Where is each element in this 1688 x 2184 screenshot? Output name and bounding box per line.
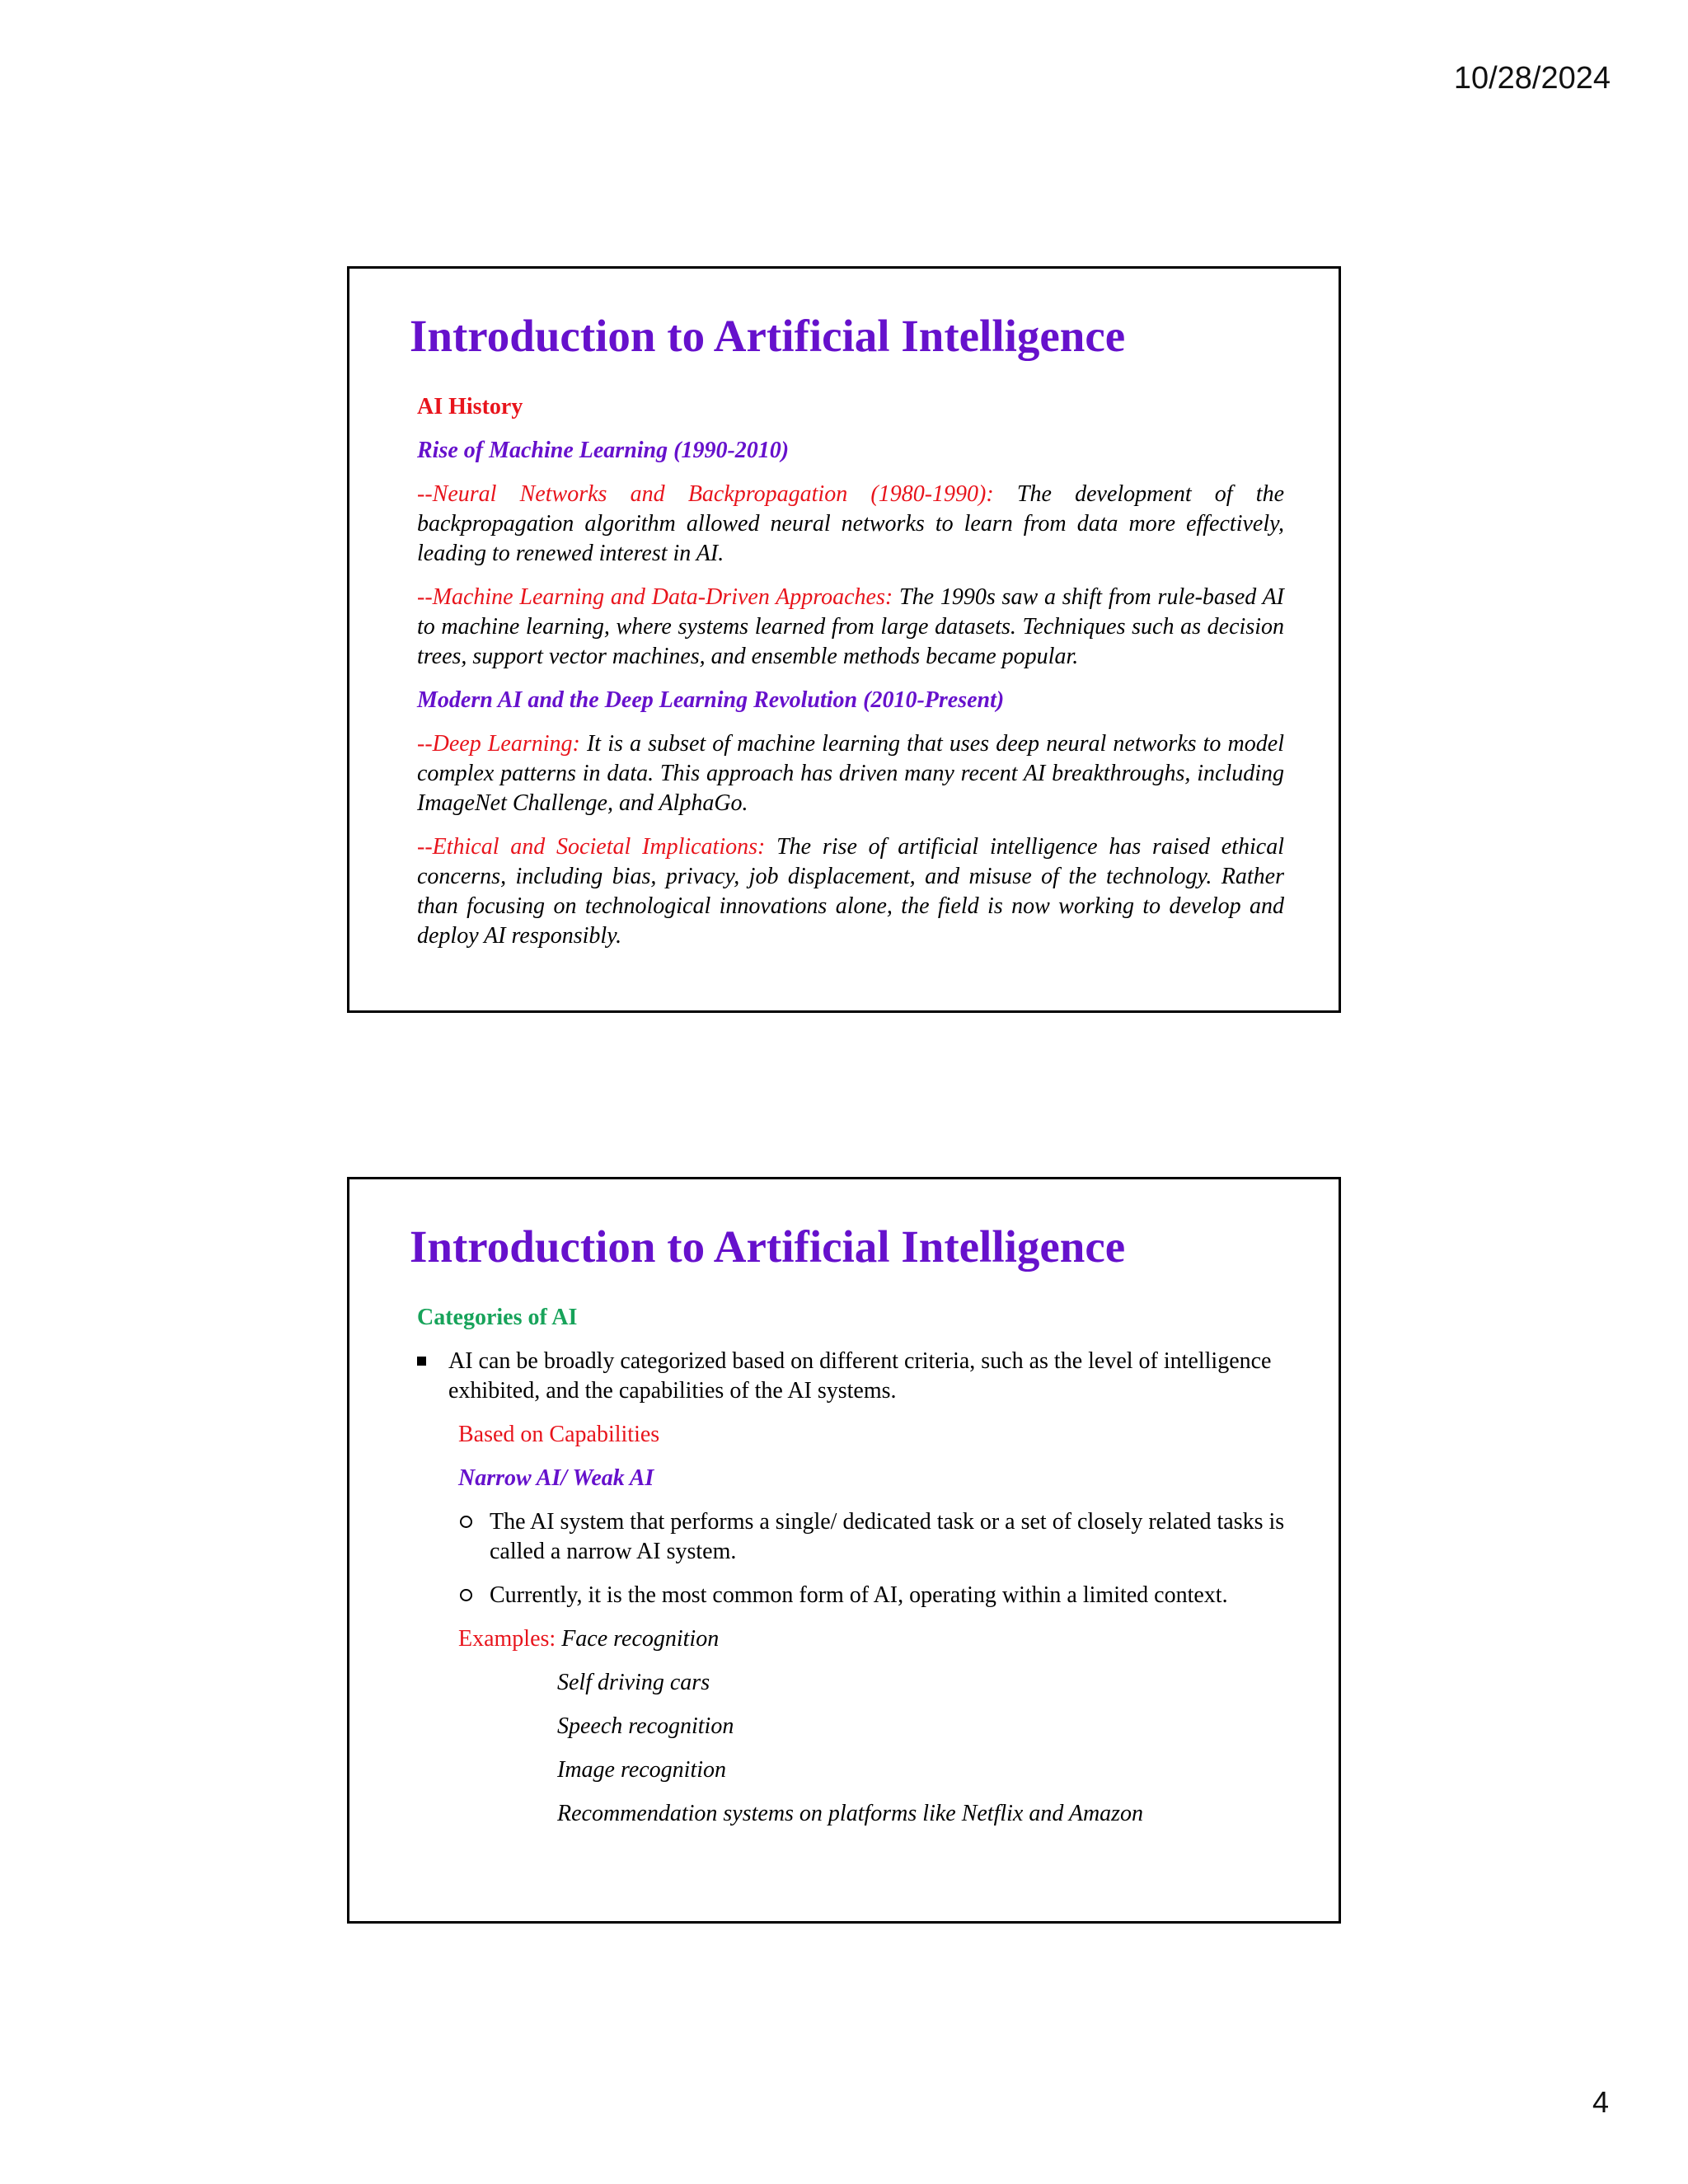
- slide-title: Introduction to Artificial Intelligence: [410, 1221, 1126, 1272]
- paragraph-deep-learning: [417, 729, 1284, 818]
- section-heading: Categories of AI: [417, 1305, 578, 1330]
- page-number: 4: [1592, 2085, 1609, 2119]
- sub-bullet-item: [417, 1581, 1307, 1610]
- sub-bullet-text: Currently, it is the most common form of AI, operating within a limited context.: [490, 1582, 1228, 1608]
- paragraph-text: The rise of artificial intelligence has raised ethical concerns, including bias, privacy, job displacement, and misuse of the technology. Rather than focusing on technological innovations alone, the field is now working to develop and deploy AI responsibly.: [417, 834, 1284, 949]
- slide-ai-categories: [347, 1177, 1341, 1924]
- circle-bullet-icon: [460, 1589, 472, 1601]
- square-bullet-icon: [417, 1357, 426, 1366]
- slide-ai-history: [347, 266, 1341, 1013]
- era-heading: Modern AI and the Deep Learning Revolution (2010-Present): [417, 687, 1005, 713]
- examples-label: Examples:: [458, 1626, 556, 1652]
- paragraph-label: --Machine Learning and Data-Driven Approaches:: [417, 584, 893, 610]
- era-heading: Rise of Machine Learning (1990-2010): [417, 438, 790, 463]
- examples-line: [417, 1624, 1307, 1654]
- page-date: 10/28/2024: [1453, 61, 1611, 96]
- example-item: Recommendation systems on platforms like Netflix and Amazon: [557, 1801, 1144, 1826]
- type-heading: Narrow AI/ Weak AI: [458, 1465, 654, 1491]
- paragraph-label: --Neural Networks and Backpropagation (1980-1990):: [417, 481, 994, 507]
- paragraph-neural-networks: [417, 480, 1284, 569]
- example-item: Self driving cars: [557, 1670, 710, 1695]
- paragraph-ethics: [417, 832, 1284, 951]
- section-heading: AI History: [417, 394, 523, 419]
- sub-bullet-item: [417, 1507, 1307, 1567]
- slide-body: [417, 392, 1284, 965]
- bullet-text: AI can be broadly categorized based on different criteria, such as the level of intelligence exhibited, and the capabilities of the AI systems.: [448, 1348, 1272, 1404]
- paragraph-text: It is a subset of machine learning that uses deep neural networks to model complex patterns in data. This approach has driven many recent AI breakthroughs, including ImageNet Challenge, and AlphaGo.: [417, 731, 1284, 816]
- paragraph-text: The 1990s saw a shift from rule-based AI to machine learning, where systems learned from large datasets. Techniques such as decision trees, support vector machines, and ensemble methods became popular.: [417, 584, 1285, 669]
- paragraph-machine-learning: [417, 583, 1284, 672]
- paragraph-label: --Deep Learning:: [417, 731, 580, 757]
- circle-bullet-icon: [460, 1516, 472, 1528]
- example-item: Image recognition: [557, 1757, 727, 1783]
- example-item: Speech recognition: [557, 1713, 734, 1739]
- sub-heading: Based on Capabilities: [458, 1422, 660, 1447]
- bullet-item: [417, 1347, 1307, 1406]
- slide-body: [417, 1303, 1307, 1843]
- paragraph-label: --Ethical and Societal Implications:: [417, 834, 766, 860]
- slide-title: Introduction to Artificial Intelligence: [410, 311, 1126, 361]
- example-item: Face recognition: [561, 1626, 720, 1652]
- paragraph-text: The development of the backpropagation algorithm allowed neural networks to learn from data more effectively, leading to renewed interest in AI.: [417, 481, 1284, 566]
- sub-bullet-text: The AI system that performs a single/ dedicated task or a set of closely related tasks is called a narrow AI system.: [490, 1509, 1285, 1564]
